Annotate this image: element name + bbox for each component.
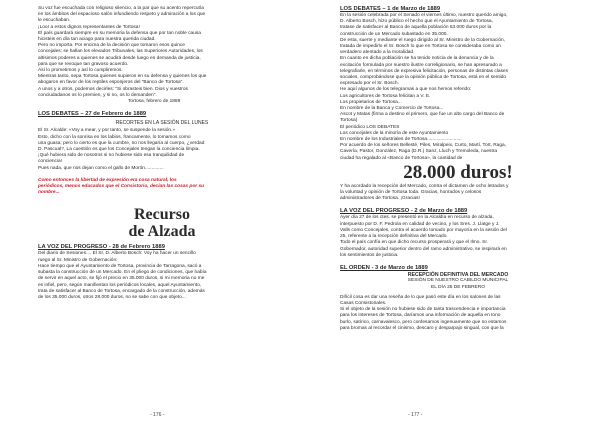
signature: Tortosa, febrero de 1889 — [128, 99, 181, 105]
text-line: En cuanto en dicha población se ha tenido noticia de la denuncia y de la — [340, 56, 494, 62]
text-line: subasta la construcción de un Mercado. En el pliego de condiciones, que había — [38, 270, 207, 276]
text-line: He aquí algunos de los telegramas a que nos hemos referido: — [340, 87, 472, 93]
text-line: interpuesto por D. F. Pedrola en calidad de vecino, y los Sres. J. Llatge y J. — [340, 221, 500, 227]
text-line: ruego al Sr. Ministro de Gobernación: — [38, 257, 118, 263]
text-line: tratada de impedirlo el Sr. Bosch lo que en Tortosa se consideraba como un — [340, 44, 501, 50]
intro-text — [38, 6, 286, 99]
text-line: verdadero atentado a la moralidad. — [340, 50, 415, 56]
text-line: Los concejales de la minoría de este Ayuntamiento — [340, 130, 449, 136]
section-body — [38, 128, 286, 171]
text-line: sociales, comprobándose que la opinión pública de Tortosa, está en el sentido — [340, 75, 507, 81]
text-line: expresado por el Sr. Bosch. — [340, 81, 399, 87]
editor-note — [38, 178, 286, 197]
text-line: El Sr. Alcalde: «Voy a mear, y por tanto, se suspende la sesión.» — [38, 128, 176, 134]
text-line: Pues nada, que nos dejan como el gallo de Morón.............. — [38, 165, 164, 171]
text-line: para los intereses de Tortosa, daríamos una información de aquella en tono — [340, 313, 501, 319]
text-line: los sentimientos de justicia. — [340, 252, 399, 258]
section-body-tail — [340, 184, 576, 203]
text-line: burlo, satírico, carnavalesco, pero confesamos ingenuamente que no estamos — [340, 319, 507, 325]
section-body — [38, 251, 286, 301]
text-line: nombre... — [38, 190, 60, 196]
text-line: Su voz fue escuchada con religioso silencio, a la par que su acento repercutía — [38, 6, 204, 11]
text-line: Así lo prometimos y así lo cumpliremos. — [38, 68, 123, 74]
text-line: Tortosa) — [340, 118, 358, 124]
text-line: conciudadanos os lo premien, y si no, os lo demanden". — [38, 92, 157, 98]
section-heading: LOS DEBATES – 1 de Marzo de 1889 — [340, 6, 441, 12]
text-line: Cavería, Pastor, González, Raga (D.R.) Sanz, Lluch y Tremoleda, nuestra — [340, 149, 498, 155]
section-subheading: RECORTES EN LA SESIÓN DEL LUNES — [115, 120, 209, 127]
text-line: abogaron en favor de los reptiles esponjeros del "Banco de Tortosa". — [38, 80, 184, 86]
text-line: Los agricultores de Tortosa felicitan a V. E. — [340, 93, 431, 99]
section-subheading: EL DÍA 25 DE FEBRERO — [431, 284, 485, 290]
text-line: administradores de Tortosa. ¡Gracias! — [340, 196, 420, 202]
text-line: una guasa; pero lo cierto es que la cumbre, no nos llegaría al cuerpo, ¿verdad — [38, 140, 205, 146]
text-line: le escuchaban. — [38, 18, 71, 24]
section-heading: EL ORDEN - 3 de Marzo de 1889 — [340, 264, 428, 271]
text-line: en los ámbitos del espacioso salón infundiendo respeto y admiración a los que — [38, 12, 206, 18]
text-line: tratase de satisfacer al Banco de aquella población 63.000 duros por la — [340, 25, 492, 31]
text-line: 25, referente a la recepción definitiva del Mercado. — [340, 234, 448, 240]
text-line: Ayer día 27 de los ctes. se presentó en la Alcaldía en recurso de alzada, — [340, 215, 494, 221]
section-heading: LA VOZ DEL PROGRESO - 2 de Marzo de 1889 — [340, 208, 468, 215]
text-line: Ascot y Matas (firma a destino el primero, que fue un alto cargo del Banco de — [340, 112, 505, 118]
text-line: Como entonces la libertad de expresión era cosa natural, los — [38, 177, 177, 183]
section-subheading: SESIÓN DE NUESTRO CABILDO MUNICIPAL — [407, 278, 509, 284]
text-line: Valls como Concejales, contra el acuerdo tomado por mayoría en la sesión del — [340, 227, 507, 233]
text-line: ciudad ha regalado al «Banco de Tortosa», la cantidad de — [340, 155, 463, 161]
section-body — [340, 295, 576, 332]
text-line: hicisteis en día tan aciago para nuestra querida ciudad. — [38, 37, 156, 43]
text-line: telegrafiarle, en términos de expresiva felicitación, personas de distintas clases — [340, 68, 508, 74]
page-number: - 176 - — [150, 412, 165, 418]
text-line: construcción de un Mercado subastado en 35.000. — [340, 31, 448, 37]
text-line: Difícil cosa es dar una reseña de lo que pasó este día en los salones de las — [340, 294, 501, 300]
section-body — [340, 13, 576, 162]
text-line: Del diario de Sesiones.... El Sr. D. Alberto Bosch: Voy ha hacer un sencillo — [38, 251, 196, 257]
text-line: para que se revoque tan gravoso acuerdo. — [38, 61, 129, 67]
text-line: altísimos poderes a quienes se acudirá desde luego en demanda de justicia, — [38, 55, 201, 61]
text-line: la voluntad y opinión de Tortosa toda. Gracias, honrados y celosos — [340, 190, 482, 196]
text-line: trata de satisfacer al Banco de Tortosa, encargado de la construcción, además — [38, 288, 205, 294]
text-line: Mientras tanto, sepa Tortosa quienes supieron en su defensa y quienes los que — [38, 74, 207, 80]
text-line: Si el objeto de la sesión no hubiese sido de tanta trascendencia e importancia — [340, 307, 506, 313]
text-line: Todo el país confía en que dicho recurso prosperará y que el Ilmo. Sr. — [340, 240, 488, 246]
text-line: de servir en aquel acto, se fijó el precio en 35.000 duros, si mi memoria no me — [38, 276, 205, 282]
text-line: Casas Consistoriales. — [340, 300, 387, 306]
text-line: para bromas al recordar el cinismo, descaro y desparpajo singual, con que la — [340, 325, 504, 331]
text-line: El país guardará siempre en su memoria la defensa que por tan noble causa — [38, 30, 201, 36]
text-line: Esto, dicho con la sonrisa en los labios, francamente, lo tomamos como — [38, 134, 191, 140]
text-line: Y ha acordado la recepción del Mercado, contra el dictamen de ocho letrados y — [340, 183, 509, 189]
section-body — [340, 215, 576, 258]
text-line: A unos y a otros, podemos decirles: "Si obrasteis bien. Dios y vuestros — [38, 86, 188, 92]
text-line: ¡Qué hubiera sido de nosotros si no hubiese sido esa tranquilidad de — [38, 153, 185, 159]
right-page — [300, 0, 600, 424]
text-line: De esta, suerte y mediante el ruego dirigido al Sr. Ministro de la Gobernación, — [340, 37, 506, 43]
alzada-title: de Alzada — [128, 223, 196, 241]
text-line: excitación formulada por nuestro ilustre correligionario, se han apresurado a — [340, 62, 502, 68]
text-line: conciencia! — [38, 159, 62, 165]
text-line: En la sesión celebrada por el Senado el viernes último, nuestro querido amigo, — [340, 13, 508, 18]
text-line: Hace tiempo que el Ayuntamiento de Tortosa, provincia de Tarragona, sacó a — [38, 263, 202, 269]
section-heading: LOS DEBATES – 27 de Febrero de 1889 — [38, 111, 147, 118]
text-line: concejales; se hallan los elevados Tribunales, las Superiores Autoridades, los — [38, 49, 203, 55]
amount-highlight: 28.000 duros! — [403, 161, 513, 183]
text-line: ¡Loor a estos dignos representantes de Tortosa! — [38, 24, 140, 30]
section-heading: LA VOZ DEL PROGRESO - 28 de Febrero 1889 — [38, 244, 165, 251]
text-line: Gobernador, autoridad superior dentro del ramo administrativo, se inspirará en — [340, 246, 507, 252]
text-line: El periódico LOS DEBATES — [340, 124, 400, 130]
section-subheading: RECEPCIÓN DEFINITIVA DEL MERCADO — [407, 271, 509, 278]
text-line: es infiel, pero, según manifiestan los periódicos locales, aquel Ayuntamiento, — [38, 282, 202, 288]
text-line: de los 35.000 duros, otros 28.000 duros, no se sabe con que objeto... — [38, 294, 186, 300]
text-line: D. Pascual?, La cuestión es que los Concejales tengan la conciencia limpia. — [38, 147, 200, 153]
recurso-title: Recurso — [134, 206, 190, 224]
text-line: Los propietarios de Tortosa... — [340, 99, 402, 105]
text-line: Pero no importa. Por encima de la decisión que tomaron esos quince — [38, 43, 185, 49]
text-line: En nombre de la Banca y Comercio de Tortosa... — [340, 106, 444, 112]
text-line: En nombre de los Industriales de Tortosa.......................... — [340, 137, 462, 143]
page-number: - 177 - — [408, 412, 423, 418]
text-line: periódicos, menos educados que el Consistorio, decían las cosas por su — [38, 184, 205, 190]
text-line: Por acuerdo de los señores Bellesté, Piles, Miralpeix, Curto, Martí, Tort, Raga, — [340, 143, 507, 149]
text-line: D. Alberto Bosch, hizo público el hecho que el Ayuntamiento de Tortosa, — [340, 19, 493, 25]
